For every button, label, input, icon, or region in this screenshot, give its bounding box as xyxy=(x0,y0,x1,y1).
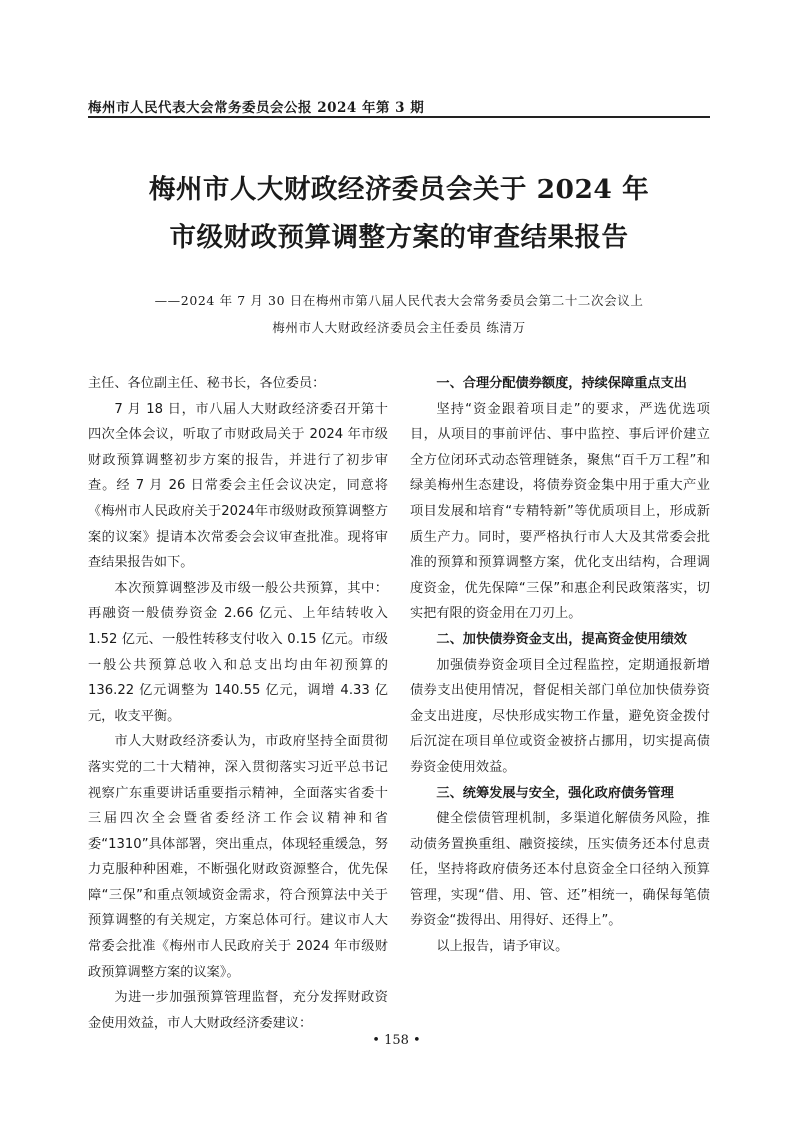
section-heading-1: 一、合理分配债券额度，持续保障重点支出 xyxy=(436,376,687,391)
report-title-line-2: 市级财政预算调整方案的审查结果报告 xyxy=(169,222,629,253)
header-divider xyxy=(88,116,710,118)
paragraph-section-2: 加强债券资金项目全过程监控，定期通报新增债券支出使用情况，督促相关部门单位加快债券资金支出进度，尽快形成实物工作量，避免资金拨付后沉淀在项目单位或资金被挤占挪用，切实提高债券资金使用效益。 xyxy=(410,657,710,775)
paragraph-committee-opinion: 市人大财政经济委认为，市政府坚持全面贯彻落实党的二十大精神，深入贯彻落实习近平总书记视察广东重要讲话重要指示精神，全面落实省委十三届四次全会暨省委经济工作会议精神和省委“1310”具体部署，突出重点，体现轻重缓急，努力克服种种困难，不断强化财政资源整合，优先保障“三保”和重点领域资金需求，符合预算法中关于预算调整的有关规定，方案总体可行。建议市人大常委会批准《梅州市人民政府关于 2024 年市级财政预算调整方案的议案》。 xyxy=(88,734,388,980)
paragraph-budget-adjustment: 本次预算调整涉及市级一般公共预算，其中：再融资一般债券资金 2.66 亿元、上年结转收入 1.52 亿元、一般性转移支付收入 0.15 亿元。市级一般公共预算总收入和总支出均由年初预算的 136.22 亿元调整为 140.55 亿元，调增 4.33 亿元，收支平衡。 xyxy=(88,580,388,724)
closing-line: 以上报告，请予审议。 xyxy=(436,939,569,955)
page-number: • 158 • xyxy=(372,1033,421,1048)
section-heading-2: 二、加快债券资金支出，提高资金使用绩效 xyxy=(436,631,687,647)
paragraph-meeting-summary: 7 月 18 日，市八届人大财政经济委召开第十四次全体会议，听取了市财政局关于 2024 年市级财政预算调整初步方案的报告，并进行了初步审查。经 7 月 26 日常委会主任会议决定，同意将《梅州市人民政府关于2024年市级财政预算调整方案的议案》提请本次常委会会议审查批准。现将审查结果报告如下。 xyxy=(88,401,388,571)
paragraph-section-1: 坚持“资金跟着项目走”的要求，严选优选项目，从项目的事前评估、事中监控、事后评价建立全方位闭环式动态管理链条，聚焦“百千万工程”和绿美梅州生态建设，将债券资金集中用于重大产业项目发展和培育“专精特新”等优质项目上，形成新质生产力。同时，要严格执行市人大及其常委会批准的预算和预算调整方案，优化支出结构，合理调度资金，优先保障“三保”和惠企利民政策落实，切实把有限的资金用在刀刃上。 xyxy=(410,401,710,622)
paragraph-suggestions-intro: 为进一步加强预算管理监督，充分发挥财政资金使用效益，市人大财政经济委建议： xyxy=(88,990,388,1031)
right-column xyxy=(410,371,710,960)
meeting-line: ——2024 年 7 月 30 日在梅州市第八届人民代表大会常务委员会第二十二次会议上 xyxy=(154,293,644,308)
section-heading-3: 三、统筹发展与安全，强化政府债务管理 xyxy=(436,785,674,801)
speaker-line: 梅州市人大财政经济委员会主任委员 练清万 xyxy=(272,320,526,335)
report-title-line-1: 梅州市人大财政经济委员会关于 2024 年 xyxy=(148,174,650,205)
paragraph-section-3: 健全偿债管理机制，多渠道化解债务风险，推动债务置换重组、融资接续，压实债务还本付息责任，坚持将政府债务还本付息资金全口径纳入预算管理，实现“借、用、管、还”相统一，确保每笔债券资金“拨得出、用得好、还得上”。 xyxy=(410,811,710,929)
salutation: 主任、各位副主任、秘书长，各位委员： xyxy=(88,376,326,391)
left-column xyxy=(88,371,388,1036)
running-header: 梅州市人民代表大会常务委员会公报 2024 年第 3 期 xyxy=(88,100,425,116)
